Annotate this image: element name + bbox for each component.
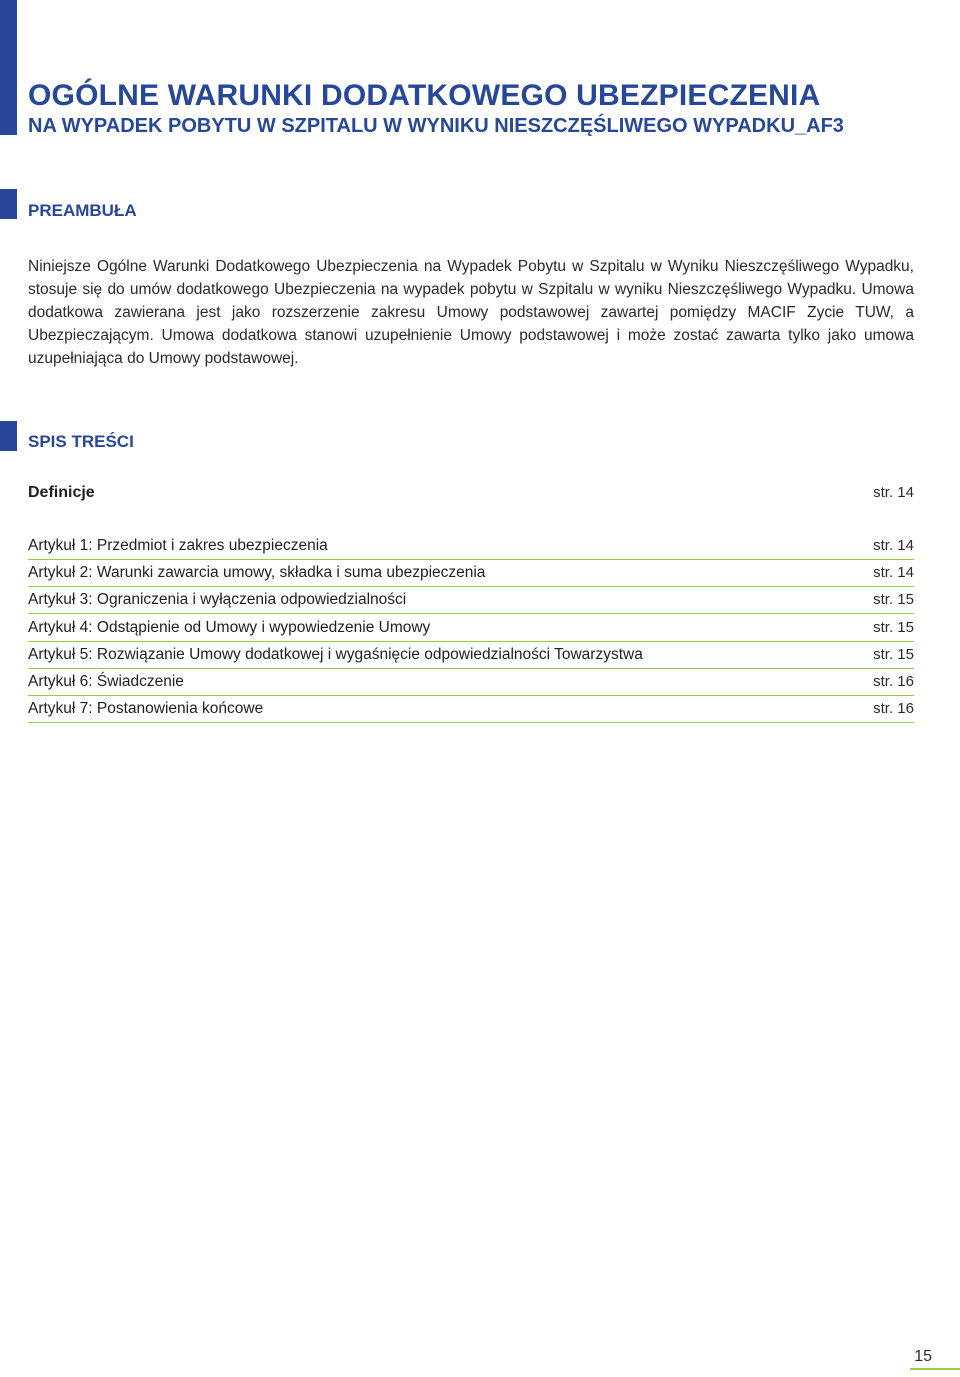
toc-row-page: str. 16 — [873, 672, 914, 690]
toc-row-label: Artykuł 1: Przedmiot i zakres ubezpieczenia — [28, 537, 328, 554]
preamble-heading: PREAMBUŁA — [28, 201, 137, 220]
toc-row-label: Artykuł 2: Warunki zawarcia umowy, składka i suma ubezpieczenia — [28, 564, 486, 582]
toc-row-page: str. 15 — [873, 591, 914, 609]
toc-row-article-4[interactable] — [28, 616, 914, 642]
toc-heading: SPIS TREŚCI — [28, 432, 134, 451]
toc-row-article-1[interactable] — [28, 534, 914, 560]
title-accent-bar — [0, 0, 17, 135]
toc-accent-bar — [0, 421, 17, 451]
preamble-text: Niniejsze Ogólne Warunki Dodatkowego Ubezpieczenia na Wypadek Pobytu w Szpitalu w Wyniku Nieszczęśliwego Wypadku, stosuje się do umów dodatkowego Ubezpieczenia na wypadek pobytu w Szpitalu w wyniku Nieszczęśliwego Wypadku. Umowa dodatkowa zawierana jest jako rozszerzenie zakresu Umowy podstawowej zawartej pomiędzy MACIF Zycie TUW, a Ubezpieczającym. Umowa dodatkowa stanowi uzupełnienie Umowy podstawowej i może zostać zawarta tylko jako umowa uzupełniająca do Umowy podstawowej. — [28, 258, 914, 367]
page-number-rule — [910, 1368, 960, 1370]
toc-row-label: Artykuł 7: Postanowienia końcowe — [28, 700, 264, 718]
toc-row-page: str. 14 — [873, 537, 914, 554]
toc-row-label: Artykuł 5: Rozwiązanie Umowy dodatkowej i wygaśnięcie odpowiedzialności Towarzystwa — [28, 645, 643, 663]
toc-row-label: Artykuł 4: Odstąpienie od Umowy i wypowiedzenie Umowy — [28, 618, 431, 636]
page-number: 15 — [914, 1348, 932, 1365]
toc-definitions-label: Definicje — [28, 484, 95, 501]
toc-row-label: Artykuł 6: Świadczenie — [28, 672, 184, 690]
toc-row-page: str. 14 — [873, 564, 914, 582]
toc-row-article-3[interactable] — [28, 588, 914, 614]
toc-row-page: str. 15 — [873, 618, 914, 636]
toc-definitions-row[interactable] — [28, 484, 914, 506]
toc-row-page: str. 15 — [873, 645, 914, 663]
toc-row-article-7[interactable] — [28, 697, 914, 723]
toc-row-article-5[interactable] — [28, 643, 914, 669]
toc-list — [28, 534, 914, 724]
preamble-accent-bar — [0, 189, 17, 219]
toc-row-page: str. 16 — [873, 700, 914, 718]
toc-row-article-6[interactable] — [28, 670, 914, 696]
document-title: OGÓLNE WARUNKI DODATKOWEGO UBEZPIECZENIA — [28, 79, 821, 112]
toc-row-label: Artykuł 3: Ograniczenia i wyłączenia odpowiedzialności — [28, 591, 407, 609]
toc-definitions-page: str. 14 — [873, 484, 914, 501]
toc-row-article-2[interactable] — [28, 561, 914, 587]
document-subtitle: NA WYPADEK POBYTU W SZPITALU W WYNIKU NIESZCZĘŚLIWEGO WYPADKU_AF3 — [28, 115, 844, 137]
